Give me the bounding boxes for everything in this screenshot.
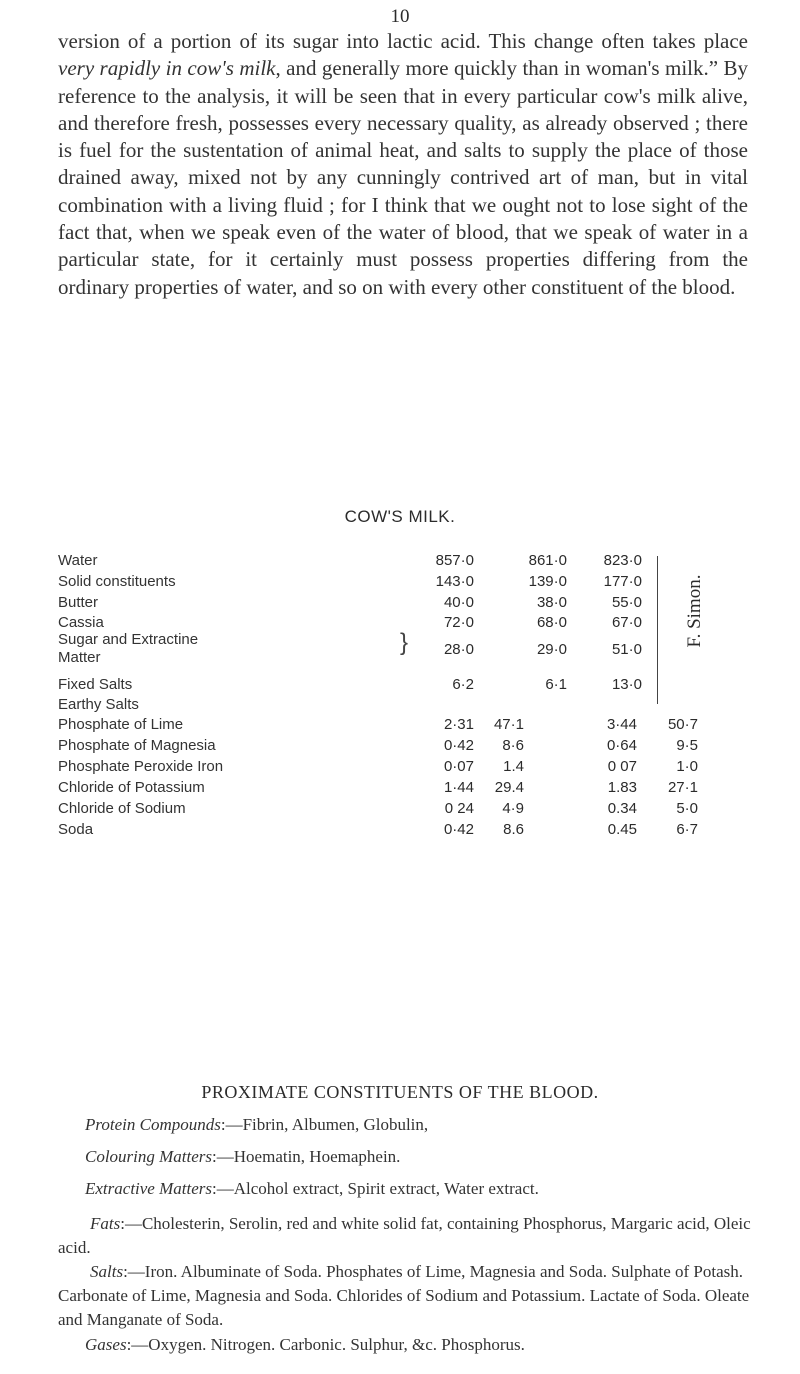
- constituent-term: Fats: [90, 1214, 121, 1233]
- table-cell: 13·0: [611, 676, 642, 693]
- table-cell: 0.34: [607, 800, 637, 817]
- constituent-text: :—Hoematin, Hoemaphein.: [212, 1147, 401, 1166]
- table-cell: 72·0: [443, 614, 474, 631]
- table-cell: 6·7: [676, 821, 698, 838]
- table-cell: 29·0: [536, 641, 567, 658]
- table-cell: 40·0: [443, 594, 474, 611]
- table-caption: COW'S MILK.: [344, 507, 456, 526]
- table-cell: 9·5: [676, 737, 698, 754]
- table-row-label: Sugar and Extractine: [58, 631, 199, 648]
- table-cell: 0 07: [607, 758, 637, 775]
- table-cell: 67·0: [611, 614, 642, 631]
- table-cell: 3·44: [606, 716, 637, 733]
- page-number: 10: [390, 6, 410, 27]
- table-cell: 823·0: [603, 552, 642, 569]
- table-cell: 0·42: [443, 737, 474, 754]
- table-cell: 6·1: [545, 676, 567, 693]
- table-cell: 861·0: [528, 552, 567, 569]
- table-cell: 28·0: [443, 641, 474, 658]
- attribution-label: F. Simon.: [684, 574, 705, 648]
- table-cell: 8·6: [502, 737, 524, 754]
- table-cell: 0·64: [606, 737, 637, 754]
- table-row-label: Cassia: [58, 614, 104, 631]
- bracket-line: [651, 556, 658, 704]
- table-cell: 55·0: [611, 594, 642, 611]
- constituent-item: [85, 1333, 753, 1357]
- table-row-label: Phosphate Peroxide Iron: [58, 758, 224, 775]
- table-cell: 4·9: [502, 800, 524, 817]
- constituent-text: :—Cholesterin, Serolin, red and white solid fat, containing Phosphorus, Margaric acid, Oleic acid.: [58, 1214, 751, 1257]
- table-cell: 50·7: [667, 716, 698, 733]
- constituent-term: Extractive Matters: [85, 1179, 212, 1198]
- table-row-label: Phosphate of Lime: [58, 716, 184, 733]
- table-row-label: Chloride of Potassium: [58, 779, 205, 796]
- table-cell: 68·0: [536, 614, 567, 631]
- constituent-term: Gases: [85, 1335, 127, 1354]
- constituent-text: :—Iron. Albuminate of Soda. Phosphates of Lime, Magnesia and Soda. Sulphate of Potash. Carbonate of Lime, Magnesia and Soda. Chlorides of Sodium and Potassium. Lactate of Soda. Oleate and Manganate of Soda.: [58, 1262, 750, 1329]
- table-row-label: Water: [58, 552, 98, 569]
- table-row-label: Matter: [58, 649, 101, 666]
- constituent-item: [58, 1212, 753, 1260]
- table-cell: 51·0: [611, 641, 642, 658]
- constituent-item: [85, 1113, 753, 1137]
- constituent-item: [85, 1177, 753, 1201]
- paragraph-emphasis: very rapidly in cow's milk: [58, 56, 276, 81]
- table-row-label: Fixed Salts: [58, 676, 133, 693]
- table-row-label: Chloride of Sodium: [58, 800, 186, 817]
- table-cell: 1.4: [503, 758, 524, 775]
- table-cell: 0·42: [443, 821, 474, 838]
- table-row-label: Earthy Salts: [58, 696, 139, 713]
- constituent-term: Salts: [90, 1262, 124, 1281]
- table-row-label: Phosphate of Magnesia: [58, 737, 216, 754]
- brace-icon: }: [400, 629, 409, 656]
- constituent-text: :—Fibrin, Albumen, Globulin,: [220, 1115, 429, 1134]
- table-cell: 8.6: [503, 821, 524, 838]
- constituent-term: Protein Compounds: [85, 1115, 221, 1134]
- table-cell: 1·0: [676, 758, 698, 775]
- table-cell: 5·0: [676, 800, 698, 817]
- table-cell: 1.83: [607, 779, 637, 796]
- table-cell: 1·44: [443, 779, 474, 796]
- table-row-label: Butter: [58, 594, 99, 611]
- table-cell: 0 24: [444, 800, 474, 817]
- constituent-item: [85, 1145, 753, 1169]
- table-cell: 177·0: [603, 573, 642, 590]
- table-cell: 38·0: [536, 594, 567, 611]
- table-cell: 143·0: [435, 573, 474, 590]
- table-cell: 47·1: [493, 716, 524, 733]
- constituent-term: Colouring Matters: [85, 1147, 213, 1166]
- constituent-item: [58, 1260, 753, 1332]
- table-cell: 2·31: [443, 716, 474, 733]
- table-cell: 29.4: [494, 779, 524, 796]
- table-row-label: Soda: [58, 821, 94, 838]
- table-cell: 139·0: [528, 573, 567, 590]
- table-row-label: Solid constituents: [58, 573, 176, 590]
- body-paragraph: [58, 28, 748, 301]
- table-cell: 857·0: [435, 552, 474, 569]
- section-heading: PROXIMATE CONSTITUENTS OF THE BLOOD.: [201, 1082, 599, 1102]
- constituent-text: :—Oxygen. Nitrogen. Carbonic. Sulphur, &c. Phosphorus.: [126, 1335, 525, 1354]
- paragraph-part-1: version of a portion of its sugar into lactic acid. This change often takes place: [58, 29, 748, 53]
- table-cell: 6·2: [452, 676, 474, 693]
- table-cell: 0·07: [443, 758, 474, 775]
- paragraph-part-2: , and generally more quickly than in woman's milk.” By reference to the analysis, it will be seen that in every particular cow's milk alive, and therefore fresh, possesses every necessary quality, as already observed ; there is fuel for the sustentation of animal heat, and salts to supply the place of those drained away, mixed not by any cunningly contrived art of man, but in vital combination with a living fluid ; for I think that we ought not to lose sight of the fact that, when we speak even of the water of blood, that we speak of water in a particular state, for it certainly must possess properties differing from the ordinary properties of water, and so on with every other constituent of the blood.: [58, 56, 748, 299]
- constituent-text: :—Alcohol extract, Spirit extract, Water extract.: [212, 1179, 539, 1198]
- table-cell: 27·1: [667, 779, 698, 796]
- table-cell: 0.45: [607, 821, 637, 838]
